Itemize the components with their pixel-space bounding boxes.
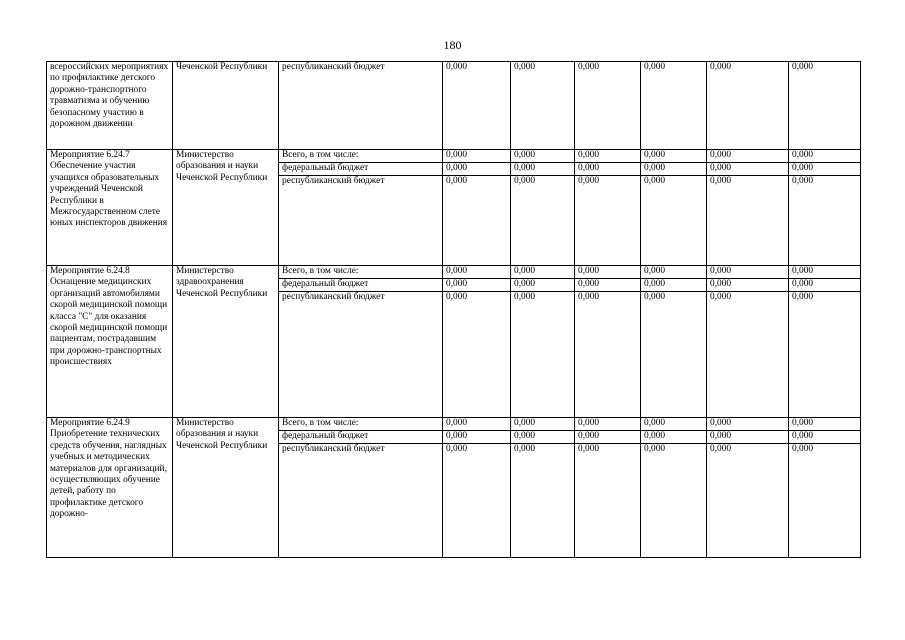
amount-cell: 0,000 — [641, 279, 707, 292]
amount-cell: 0,000 — [443, 62, 511, 150]
funding-source-cell: Всего, в том числе: — [279, 418, 443, 431]
amount-cell: 0,000 — [443, 150, 511, 163]
amount-cell: 0,000 — [575, 279, 641, 292]
amount-cell: 0,000 — [511, 163, 575, 176]
amount-cell: 0,000 — [641, 266, 707, 279]
funding-source-cell: федеральный бюджет — [279, 279, 443, 292]
amount-cell: 0,000 — [789, 163, 861, 176]
table-body — [47, 62, 861, 558]
amount-cell: 0,000 — [707, 163, 789, 176]
amount-cell: 0,000 — [575, 62, 641, 150]
amount-cell: 0,000 — [789, 292, 861, 418]
amount-cell: 0,000 — [443, 266, 511, 279]
amount-cell: 0,000 — [707, 62, 789, 150]
amount-cell: 0,000 — [641, 176, 707, 266]
table-row — [47, 150, 861, 163]
amount-cell: 0,000 — [511, 292, 575, 418]
amount-cell: 0,000 — [789, 444, 861, 558]
funding-source-cell: федеральный бюджет — [279, 431, 443, 444]
amount-cell: 0,000 — [641, 62, 707, 150]
amount-cell: 0,000 — [789, 418, 861, 431]
amount-cell: 0,000 — [511, 431, 575, 444]
amount-cell: 0,000 — [575, 292, 641, 418]
amount-cell: 0,000 — [641, 150, 707, 163]
funding-source-cell: Всего, в том числе: — [279, 150, 443, 163]
measure-description: всероссийских мероприятиях по профилактике детского дорожно-транспортного травматизма и обучению безопасному участию в дорожном движении — [47, 62, 173, 150]
amount-cell: 0,000 — [789, 279, 861, 292]
table-row — [47, 266, 861, 279]
amount-cell: 0,000 — [641, 431, 707, 444]
amount-cell: 0,000 — [575, 150, 641, 163]
amount-cell: 0,000 — [511, 176, 575, 266]
amount-cell: 0,000 — [511, 418, 575, 431]
amount-cell: 0,000 — [641, 163, 707, 176]
amount-cell: 0,000 — [575, 176, 641, 266]
amount-cell: 0,000 — [443, 431, 511, 444]
executor-cell: Чеченской Республики — [173, 62, 279, 150]
amount-cell: 0,000 — [511, 150, 575, 163]
measure-description: Мероприятие 6.24.8 Оснащение медицинских организаций автомобилями скорой медицинской помощи класса "С" для оказания скорой медицинской помощи пациентам, пострадавшим при дорожно-транспортных происшествиях — [47, 266, 173, 418]
amount-cell: 0,000 — [575, 163, 641, 176]
funding-source-cell: республиканский бюджет — [279, 292, 443, 418]
amount-cell: 0,000 — [443, 279, 511, 292]
amount-cell: 0,000 — [575, 266, 641, 279]
funding-source-cell: республиканский бюджет — [279, 176, 443, 266]
amount-cell: 0,000 — [511, 444, 575, 558]
amount-cell: 0,000 — [443, 163, 511, 176]
amount-cell: 0,000 — [511, 266, 575, 279]
amount-cell: 0,000 — [789, 62, 861, 150]
amount-cell: 0,000 — [443, 418, 511, 431]
amount-cell: 0,000 — [707, 176, 789, 266]
amount-cell: 0,000 — [707, 266, 789, 279]
executor-cell: Министерство образования и науки Чеченской Республики — [173, 150, 279, 266]
amount-cell: 0,000 — [443, 444, 511, 558]
amount-cell: 0,000 — [641, 418, 707, 431]
amount-cell: 0,000 — [707, 431, 789, 444]
page-number: 180 — [443, 38, 462, 52]
funding-source-cell: республиканский бюджет — [279, 62, 443, 150]
measure-description: Мероприятие 6.24.9 Приобретение технических средств обучения, наглядных учебных и методических материалов для организаций, осуществляющих обучение детей, работу по профилактике детского дорожно- — [47, 418, 173, 558]
amount-cell: 0,000 — [511, 62, 575, 150]
amount-cell: 0,000 — [511, 279, 575, 292]
amount-cell: 0,000 — [789, 150, 861, 163]
amount-cell: 0,000 — [575, 418, 641, 431]
table-row — [47, 62, 861, 150]
funding-source-cell: федеральный бюджет — [279, 163, 443, 176]
amount-cell: 0,000 — [707, 279, 789, 292]
amount-cell: 0,000 — [789, 266, 861, 279]
table-row — [47, 418, 861, 431]
amount-cell: 0,000 — [789, 176, 861, 266]
measure-description: Мероприятие 6.24.7 Обеспечение участия учащихся образовательных учреждений Чеченской Республики в Межгосударственном слете юных инспекторов движения — [47, 150, 173, 266]
amount-cell: 0,000 — [641, 292, 707, 418]
funding-source-cell: республиканский бюджет — [279, 444, 443, 558]
amount-cell: 0,000 — [789, 431, 861, 444]
budget-table — [46, 61, 861, 558]
executor-cell: Министерство здравоохранения Чеченской Республики — [173, 266, 279, 418]
amount-cell: 0,000 — [575, 444, 641, 558]
amount-cell: 0,000 — [443, 176, 511, 266]
funding-source-cell: Всего, в том числе: — [279, 266, 443, 279]
amount-cell: 0,000 — [707, 418, 789, 431]
amount-cell: 0,000 — [707, 150, 789, 163]
amount-cell: 0,000 — [443, 292, 511, 418]
executor-cell: Министерство образования и науки Чеченской Республики — [173, 418, 279, 558]
amount-cell: 0,000 — [707, 444, 789, 558]
amount-cell: 0,000 — [575, 431, 641, 444]
amount-cell: 0,000 — [641, 444, 707, 558]
amount-cell: 0,000 — [707, 292, 789, 418]
